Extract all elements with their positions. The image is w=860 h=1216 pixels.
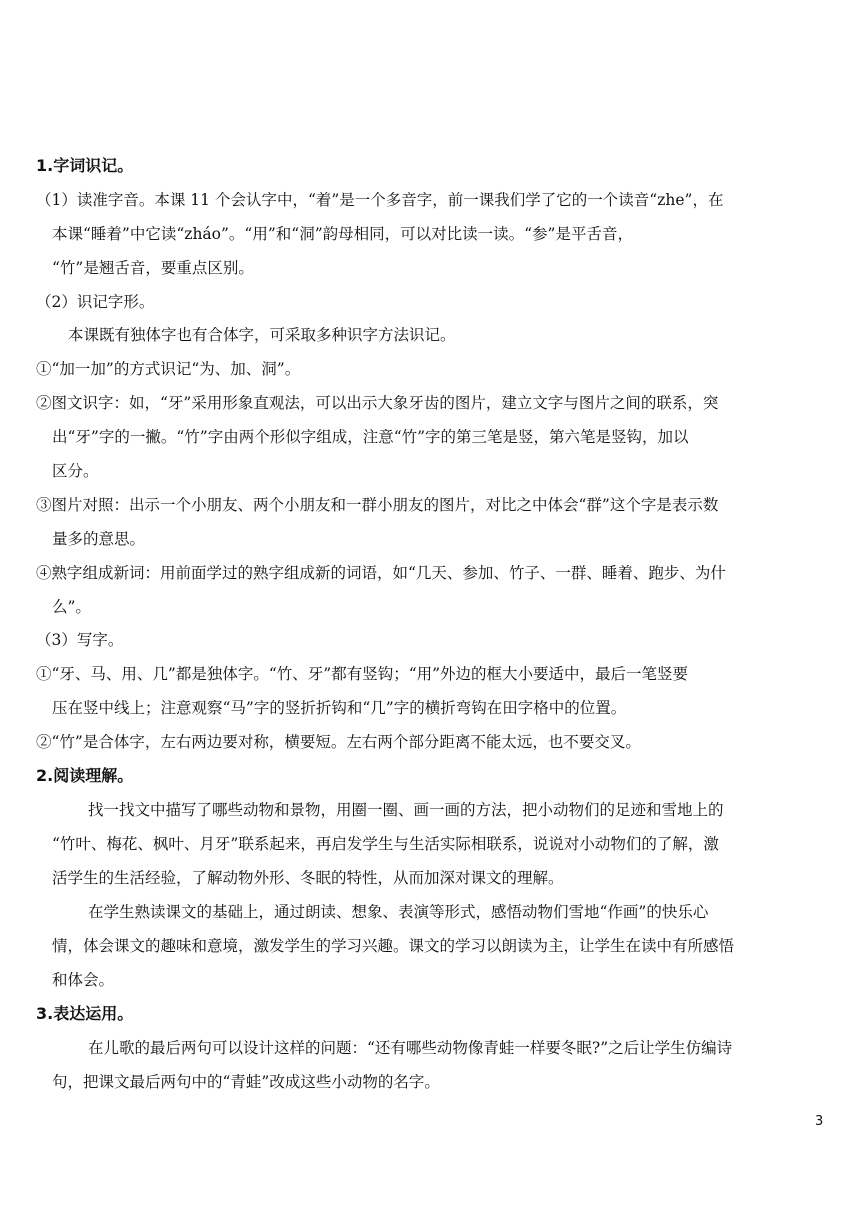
paragraph-line: 本课既有独体字也有合体字，可采取多种识字方法识记。 (68, 326, 456, 344)
paragraph-line: 活学生的生活经验，了解动物外形、冬眠的特性，从而加深对课文的理解。 (52, 869, 564, 887)
paragraph-line: ①“牙、马、用、几”都是独体字。“竹、牙”都有竖钩；“用”外边的框大小要适中，最后一笔竖要 (36, 665, 689, 683)
paragraph-line: 在学生熟读课文的基础上，通过朗读、想象、表演等形式，感悟动物们雪地“作画”的快乐心 (88, 903, 709, 921)
paragraph-line: 出“牙”字的一撇。“竹”字由两个形似字组成，注意“竹”字的第三笔是竖，第六笔是竖钩，加以 (52, 428, 689, 446)
paragraph-line: 句，把课文最后两句中的“青蛙”改成这些小动物的名字。 (52, 1073, 440, 1091)
paragraph-line: “竹叶、梅花、枫叶、月牙”联系起来，再启发学生与生活实际相联系，说说对小动物们的了解，激 (52, 835, 719, 853)
paragraph-line: “竹”是翘舌音，要重点区别。 (52, 259, 254, 277)
paragraph-line: 么”。 (52, 598, 91, 616)
paragraph-line: 和体会。 (52, 971, 115, 989)
paragraph-line: 情，体会课文的趣味和意境，激发学生的学习兴趣。课文的学习以朗读为主，让学生在读中有所感悟 (52, 937, 735, 955)
paragraph-line: ②图文识字：如，“牙”采用形象直观法，可以出示大象牙齿的图片，建立文字与图片之间的联系，突 (36, 394, 719, 412)
paragraph-line: （1）读准字音。本课 11 个会认字中，“着”是一个多音字，前一课我们学了它的一个读音“zhe”，在 (36, 191, 724, 209)
paragraph-line: 本课“睡着”中它读“zháo”。“用”和“洞”韵母相同，可以对比读一读。“参”是平舌音， (52, 225, 633, 243)
paragraph-line: 量多的意思。 (52, 530, 146, 548)
paragraph-line: （3）写字。 (36, 631, 124, 649)
section-heading: 3.表达运用。 (36, 1004, 134, 1023)
paragraph-line: 在儿歌的最后两句可以设计这样的问题：“还有哪些动物像青蛙一样要冬眠?”之后让学生仿编诗 (88, 1039, 733, 1057)
section-heading: 1.字词识记。 (36, 156, 134, 175)
section-heading: 2.阅读理解。 (36, 766, 134, 785)
paragraph-line: ③图片对照：出示一个小朋友、两个小朋友和一群小朋友的图片，对比之中体会“群”这个字是表示数 (36, 496, 719, 514)
paragraph-line: ④熟字组成新词：用前面学过的熟字组成新的词语，如“几天、参加、竹子、一群、睡着、跑步、为什 (36, 564, 726, 582)
paragraph-line: 压在竖中线上；注意观察“马”字的竖折折钩和“几”字的横折弯钩在田字格中的位置。 (52, 699, 627, 717)
paragraph-line: 找一找文中描写了哪些动物和景物，用圈一圈、画一画的方法，把小动物们的足迹和雪地上的 (88, 801, 724, 819)
paragraph-line: ②“竹”是合体字，左右两边要对称，横要短。左右两个部分距离不能太远，也不要交叉。 (36, 733, 641, 751)
paragraph-line: ①“加一加”的方式识记“为、加、洞”。 (36, 360, 301, 378)
paragraph-line: （2）识记字形。 (36, 293, 155, 311)
paragraph-line: 区分。 (52, 462, 99, 480)
page-number: 3 (815, 1114, 824, 1129)
